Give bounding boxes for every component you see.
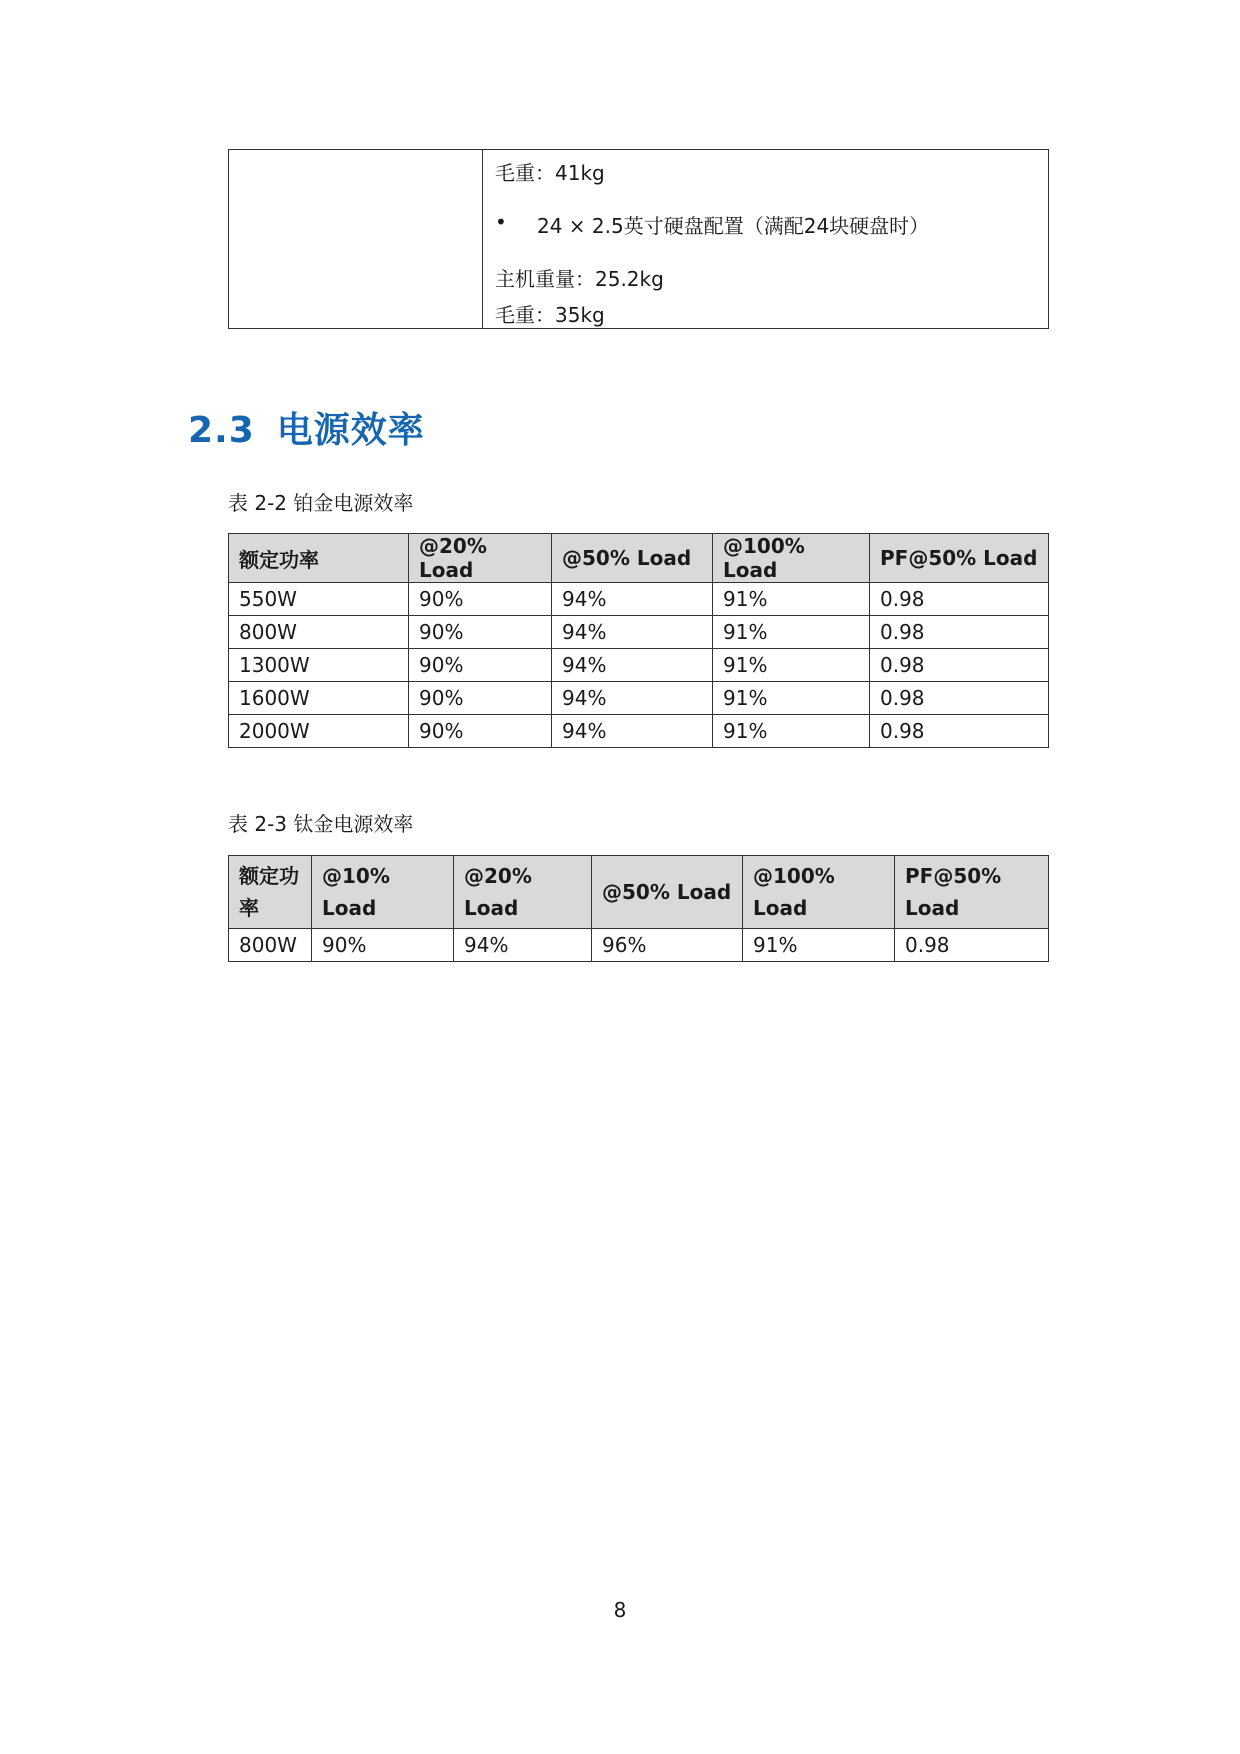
drive-config-line: 24 × 2.5英寸硬盘配置（满配24块硬盘时） [537, 214, 930, 238]
table-cell: 90% [409, 715, 552, 748]
table-cell: 0.98 [870, 649, 1049, 682]
table-header-row [229, 856, 1049, 929]
column-header: @100% Load [743, 856, 895, 929]
table-cell-empty [229, 150, 483, 329]
section-number: 2.3 [188, 410, 255, 451]
column-header: @100% Load [713, 534, 870, 583]
column-header: 额定功率 [229, 856, 312, 929]
table-row [229, 583, 1049, 616]
table-cell: 94% [552, 583, 713, 616]
table-cell: 0.98 [870, 715, 1049, 748]
table-row [229, 715, 1049, 748]
table-cell: 550W [229, 583, 409, 616]
table-cell: 94% [552, 715, 713, 748]
table-cell: 90% [409, 649, 552, 682]
platinum-psu-table [228, 533, 1049, 748]
table-cell: 94% [454, 929, 592, 962]
table-cell: 800W [229, 929, 312, 962]
table-cell: 90% [409, 682, 552, 715]
table-caption: 表 2-2 铂金电源效率 [228, 491, 414, 515]
table-cell: 90% [409, 616, 552, 649]
table-row [229, 150, 1049, 329]
table-cell: 0.98 [870, 583, 1049, 616]
table-cell: 94% [552, 649, 713, 682]
table-cell: 1600W [229, 682, 409, 715]
table-cell: 96% [592, 929, 743, 962]
column-header: @50% Load [592, 856, 743, 929]
table-cell-weights [483, 150, 1049, 329]
titanium-psu-table [228, 855, 1049, 962]
table-cell: 0.98 [870, 616, 1049, 649]
column-header: @50% Load [552, 534, 713, 583]
column-header: 额定功率 [229, 534, 409, 583]
column-header: @20% Load [454, 856, 592, 929]
table-row [229, 616, 1049, 649]
page-number: 8 [613, 1598, 627, 1622]
table-cell: 0.98 [895, 929, 1049, 962]
bullet-icon: • [495, 210, 507, 234]
table-caption: 表 2-3 钛金电源效率 [228, 812, 414, 836]
table-cell: 0.98 [870, 682, 1049, 715]
gross-weight-line-2: 毛重：35kg [495, 303, 605, 327]
column-header: @20% Load [409, 534, 552, 583]
table-cell: 90% [409, 583, 552, 616]
table-cell: 2000W [229, 715, 409, 748]
section-heading [188, 402, 425, 453]
gross-weight-line: 毛重：41kg [495, 161, 605, 185]
table-cell: 91% [713, 616, 870, 649]
table-cell: 91% [713, 682, 870, 715]
column-header: PF@50% Load [895, 856, 1049, 929]
host-weight-line: 主机重量：25.2kg [495, 267, 664, 291]
continuation-table [228, 149, 1049, 329]
table-cell: 90% [312, 929, 454, 962]
column-header: PF@50% Load [870, 534, 1049, 583]
table-cell: 94% [552, 616, 713, 649]
table-row [229, 929, 1049, 962]
table-cell: 1300W [229, 649, 409, 682]
table-row [229, 649, 1049, 682]
table-cell: 91% [713, 583, 870, 616]
column-header: @10% Load [312, 856, 454, 929]
table-cell: 94% [552, 682, 713, 715]
table-row [229, 682, 1049, 715]
table-cell: 91% [713, 715, 870, 748]
table-cell: 91% [713, 649, 870, 682]
table-cell: 800W [229, 616, 409, 649]
table-header-row [229, 534, 1049, 583]
section-title: 电源效率 [276, 410, 425, 451]
table-cell: 91% [743, 929, 895, 962]
